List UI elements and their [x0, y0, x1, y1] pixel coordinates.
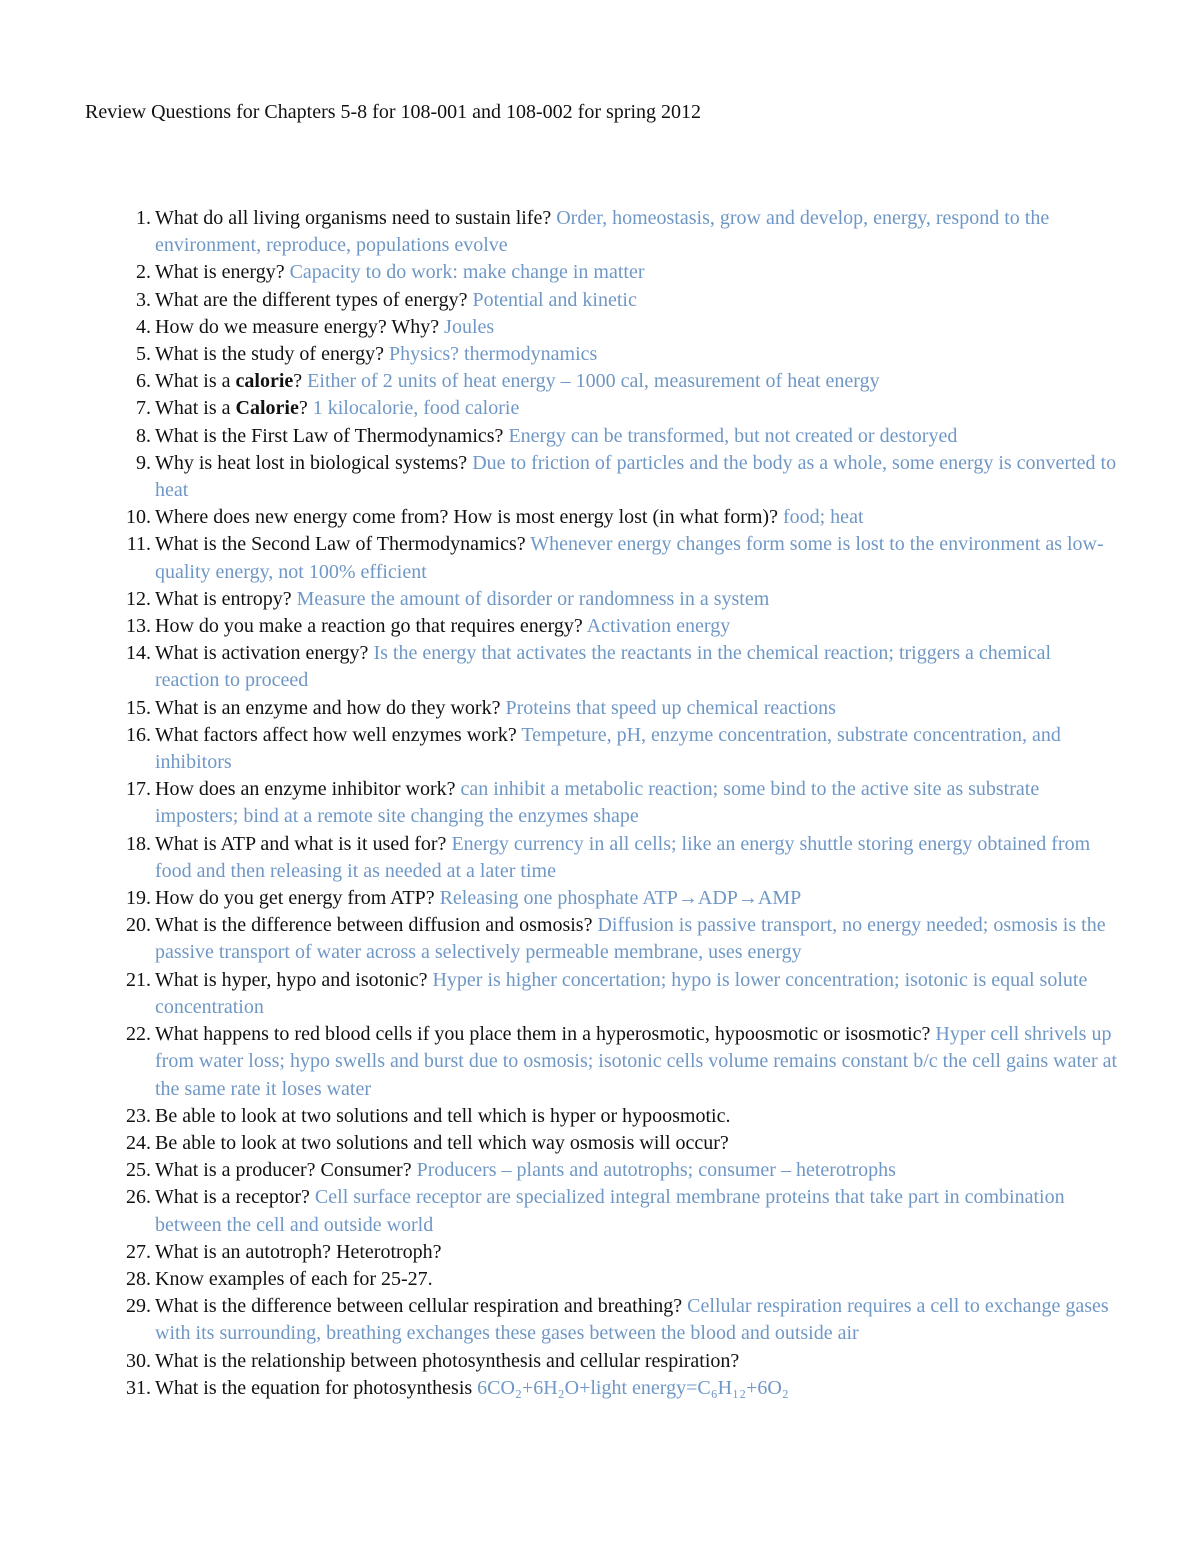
question-number: 8. — [136, 424, 151, 447]
question-text: What is hyper, hypo and isotonic? — [155, 968, 433, 991]
answer-text: Due to friction of particles and the body as a whole, some energy is converted to heat — [155, 451, 1117, 502]
answer-text: Measure the amount of disorder or randomness in a system — [296, 587, 770, 610]
question-text: Where does new energy come from? How is most energy lost (in what form)? — [155, 506, 783, 529]
answer-text: 6CO₂+6H₂O+light energy=C₆H₁₂+6O₂ — [477, 1376, 789, 1399]
answer-text: Whenever energy changes form some is lost to the environment as low-quality energy, not 100% efficient — [155, 533, 1104, 583]
question-item — [118, 1239, 1118, 1266]
answer-text: Diffusion is passive transport, no energy needed; osmosis is the passive transport of water across a selectively permeable membrane, uses energy — [155, 914, 1106, 964]
question-item — [118, 1103, 1118, 1130]
question-item — [118, 831, 1118, 885]
answer-text: Activation energy — [586, 615, 731, 638]
question-text: What is an enzyme and how do they work? — [155, 696, 506, 719]
answer-text: Proteins that speed up chemical reactions — [505, 696, 836, 719]
question-text: What is a producer? Consumer? — [155, 1159, 417, 1182]
answer-text: Joules — [444, 315, 495, 338]
question-number: 1. — [136, 207, 151, 229]
question-item — [118, 1184, 1118, 1238]
question-text: What is ATP and what is it used for? — [155, 832, 452, 855]
question-item — [118, 912, 1118, 966]
question-number: 12. — [126, 587, 151, 610]
question-text: What are the different types of energy? — [155, 288, 473, 311]
question-item — [118, 1348, 1118, 1375]
question-text: How do you get energy from ATP? — [155, 887, 440, 910]
answer-text: Cell surface receptor are specialized integral membrane proteins that take part in combination between the cell and outside world — [155, 1186, 1065, 1236]
question-item — [118, 1266, 1118, 1293]
question-number: 19. — [126, 887, 151, 910]
question-item — [118, 586, 1118, 613]
answer-text: can inhibit a metabolic reaction; some bind to the active site as substrate imposters; bind at a remote site changing the enzymes shape — [155, 778, 1040, 828]
question-item — [118, 967, 1118, 1021]
answer-text: Cellular respiration requires a cell to exchange gases with its surrounding, breathing exchanges these gases between the blood and outside air — [155, 1295, 1109, 1345]
question-text: What is energy? — [155, 261, 290, 284]
answer-text: Energy currency in all cells; like an energy shuttle storing energy obtained from food and then releasing it as needed at a later time — [155, 832, 1091, 882]
question-item — [118, 1021, 1118, 1103]
question-number: 4. — [136, 315, 151, 338]
question-text: What is an autotroph? Heterotroph? — [155, 1240, 442, 1263]
question-number: 5. — [136, 343, 151, 366]
question-list — [118, 205, 1118, 1402]
question-item — [118, 368, 1118, 395]
question-item — [118, 504, 1118, 531]
question-item — [118, 613, 1118, 640]
question-number: 2. — [136, 261, 151, 284]
question-item — [118, 776, 1118, 830]
question-number: 21. — [126, 968, 151, 991]
question-item — [118, 314, 1118, 341]
question-text: What is the relationship between photosynthesis and cellular respiration? — [155, 1349, 740, 1372]
question-item — [118, 259, 1118, 286]
question-text: What factors affect how well enzymes work? — [155, 723, 522, 746]
question-number: 16. — [126, 723, 151, 746]
question-item — [118, 423, 1118, 450]
question-item — [118, 722, 1118, 776]
question-number: 29. — [126, 1295, 151, 1318]
question-number: 10. — [126, 506, 151, 529]
answer-text: Physics? thermodynamics — [389, 343, 598, 366]
question-number: 20. — [126, 914, 151, 937]
question-text: How does an enzyme inhibitor work? — [155, 778, 461, 801]
answer-text: Potential and kinetic — [472, 288, 637, 311]
question-number: 18. — [126, 832, 151, 855]
answer-text: Producers – plants and autotrophs; consumer – heterotrophs — [416, 1159, 896, 1182]
question-text: What is a receptor? — [155, 1186, 315, 1209]
question-number: 27. — [126, 1240, 151, 1263]
answer-text: Releasing one phosphate ATP→ADP→AMP — [439, 887, 802, 910]
question-item — [118, 395, 1118, 422]
question-item — [118, 287, 1118, 314]
question-number: 13. — [126, 615, 151, 638]
question-item — [118, 1130, 1118, 1157]
question-text: What happens to red blood cells if you place them in a hyperosmotic, hypoosmotic or isosmotic? — [155, 1023, 936, 1046]
question-number: 22. — [126, 1023, 151, 1046]
question-text: What do all living organisms need to sustain life? — [155, 207, 557, 229]
question-item — [118, 1375, 1118, 1402]
question-number: 26. — [126, 1186, 151, 1209]
question-number: 7. — [136, 397, 151, 420]
answer-text: Energy can be transformed, but not created or destoryed — [508, 424, 958, 447]
question-number: 15. — [126, 696, 151, 719]
question-text: What is entropy? — [155, 587, 297, 610]
question-item — [118, 885, 1118, 912]
question-text: ? — [293, 370, 308, 393]
question-item — [118, 205, 1118, 259]
question-text: ? — [298, 397, 313, 420]
question-item — [118, 531, 1118, 585]
question-text: What is activation energy? — [155, 642, 374, 665]
question-text: What is the First Law of Thermodynamics? — [155, 424, 509, 447]
answer-text: Tempeture, pH, enzyme concentration, substrate concentration, and inhibitors — [155, 723, 1061, 774]
question-number: 6. — [136, 370, 151, 393]
question-text: What is the equation for photosynthesis — [155, 1376, 478, 1399]
answer-text: Hyper cell shrivels up from water loss; hypo swells and burst due to osmosis; isotonic cells volume remains constant b/c the cell gains water at the same rate it loses water — [155, 1023, 1118, 1100]
question-number: 11. — [126, 533, 151, 556]
question-item — [118, 1157, 1118, 1184]
question-number: 14. — [126, 642, 151, 665]
question-number: 28. — [126, 1267, 151, 1290]
question-text: Know examples of each for 25-27. — [155, 1267, 433, 1290]
question-number: 17. — [126, 778, 151, 801]
answer-text: 1 kilocalorie, food calorie — [312, 397, 520, 420]
question-item — [118, 695, 1118, 722]
question-text: Be able to look at two solutions and tell which is hyper or hypoosmotic. — [155, 1104, 731, 1127]
question-text: How do you make a reaction go that requires energy? — [155, 615, 587, 638]
answer-text: Either of 2 units of heat energy – 1000 cal, measurement of heat energy — [307, 370, 880, 393]
question-text: What is the study of energy? — [155, 343, 390, 366]
question-text: Be able to look at two solutions and tell which way osmosis will occur? — [155, 1131, 729, 1154]
question-item — [118, 450, 1118, 504]
document-title: Review Questions for Chapters 5-8 for 108-001 and 108-002 for spring 2012 — [85, 101, 702, 123]
question-number: 9. — [136, 451, 151, 474]
question-text: How do we measure energy? Why? — [155, 315, 445, 338]
question-text: What is the Second Law of Thermodynamics? — [155, 533, 531, 556]
question-text: What is a — [155, 397, 236, 420]
bold-term: Calorie — [235, 397, 299, 420]
question-number: 3. — [136, 288, 151, 311]
bold-term: calorie — [235, 370, 294, 393]
question-number: 25. — [126, 1159, 151, 1182]
question-number: 23. — [126, 1104, 151, 1127]
question-number: 31. — [126, 1376, 151, 1399]
question-text: Why is heat lost in biological systems? — [155, 451, 473, 474]
question-item — [118, 640, 1118, 694]
question-text: What is a — [155, 370, 236, 393]
answer-text: Order, homeostasis, grow and develop, energy, respond to the environment, reproduce, populations evolve — [155, 207, 1050, 257]
answer-text: Capacity to do work: make change in matter — [289, 261, 645, 284]
question-number: 24. — [126, 1131, 151, 1154]
question-text: What is the difference between cellular respiration and breathing? — [155, 1295, 688, 1318]
question-number: 30. — [126, 1349, 151, 1372]
answer-text: Hyper is higher concertation; hypo is lower concentration; isotonic is equal solute concentration — [155, 968, 1088, 1018]
question-item — [118, 341, 1118, 368]
question-item — [118, 1293, 1118, 1347]
answer-text: food; heat — [782, 506, 864, 529]
answer-text: Is the energy that activates the reactants in the chemical reaction; triggers a chemical reaction to proceed — [155, 642, 1052, 692]
question-text: What is the difference between diffusion and osmosis? — [155, 914, 598, 937]
